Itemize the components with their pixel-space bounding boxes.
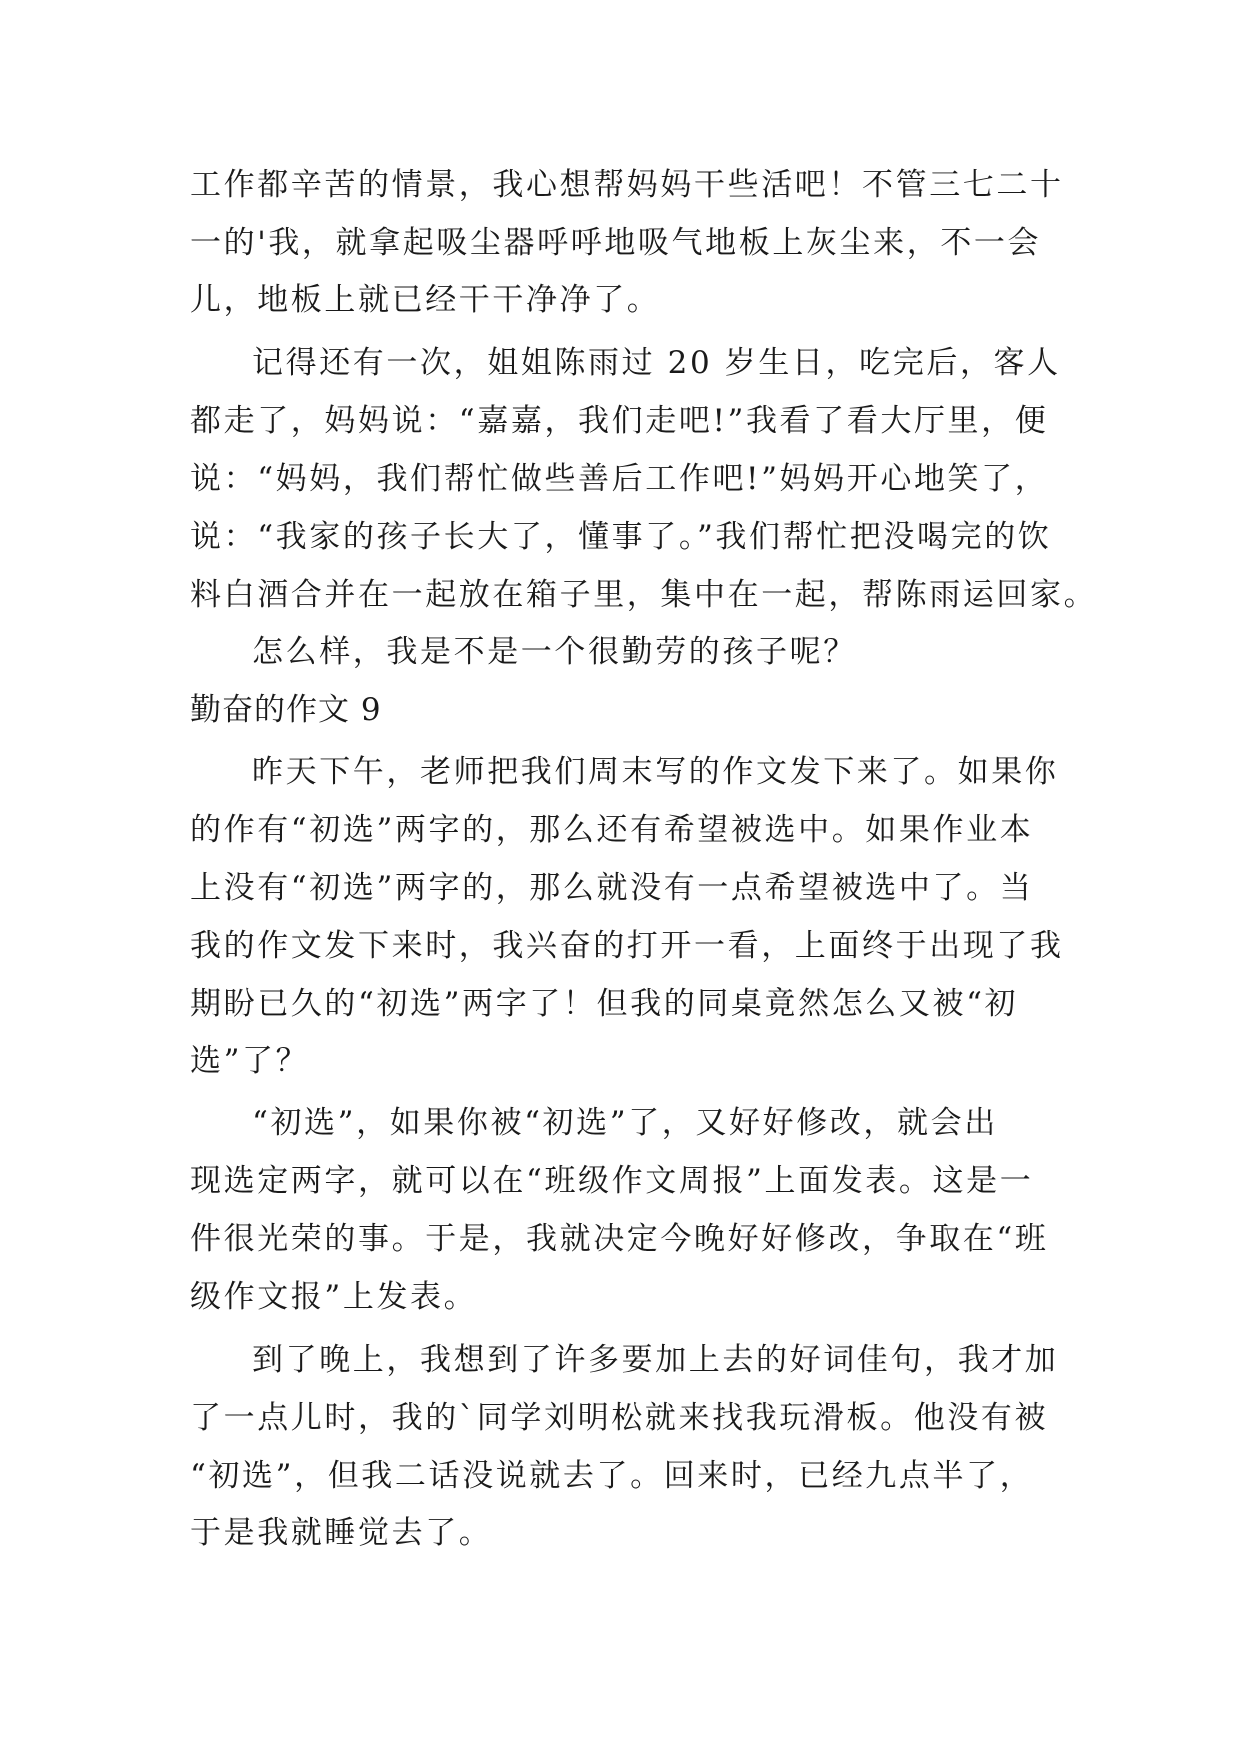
paragraph-line: 工作都辛苦的情景，我心想帮妈妈干些活吧！不管三七二十 [190, 167, 1064, 203]
paragraph-line: 的作有“初选”两字的，那么还有希望被选中。如果作业本 [190, 812, 1034, 848]
paragraph-line: 现选定两字，就可以在“班级作文周报”上面发表。这是一 [190, 1163, 1034, 1199]
paragraph-line: 儿，地板上就已经干干净净了。 [190, 282, 661, 318]
paragraph-line: 料白酒合并在一起放在箱子里，集中在一起，帮陈雨运回家。 [190, 577, 1098, 613]
paragraph-line: 到了晚上，我想到了许多要加上去的好词佳句，我才加 [252, 1342, 1059, 1378]
paragraph-line: 说：“妈妈，我们帮忙做些善后工作吧!”妈妈开心地笑了， [190, 461, 1049, 497]
paragraph-line: “初选”，但我二话没说就去了。回来时，已经九点半了， [190, 1458, 1034, 1494]
paragraph-line: “初选”，如果你被“初选”了，又好好修改，就会出 [252, 1105, 998, 1141]
paragraph-line: 期盼已久的“初选”两字了！但我的同桌竟然怎么又被“初 [190, 986, 1019, 1022]
paragraph-line: 于是我就睡觉去了。 [190, 1515, 493, 1551]
paragraph-line: 一的'我，就拿起吸尘器呼呼地吸气地板上灰尘来，不一会 [190, 225, 1042, 261]
paragraph-line: 怎么样，我是不是一个很勤劳的孩子呢？ [252, 634, 857, 670]
paragraph-line: 都走了，妈妈说：“嘉嘉，我们走吧!”我看了看大厅里，便 [190, 403, 1049, 439]
paragraph-line: 上没有“初选”两字的，那么就没有一点希望被选中了。当 [190, 870, 1034, 906]
paragraph-line: 件很光荣的事。于是，我就决定今晚好好修改，争取在“班 [190, 1221, 1049, 1257]
paragraph-line: 说：“我家的孩子长大了，懂事了。”我们帮忙把没喝完的饮 [190, 519, 1052, 555]
section-heading: 勤奋的作文 9 [190, 692, 382, 728]
paragraph-line: 选”了？ [190, 1043, 310, 1079]
paragraph-line: 级作文报”上发表。 [190, 1279, 478, 1315]
paragraph-line: 了一点儿时，我的`同学刘明松就来找我玩滑板。他没有被 [190, 1400, 1049, 1436]
paragraph-line: 记得还有一次，姐姐陈雨过 20 岁生日，吃完后，客人 [252, 345, 1061, 381]
paragraph-line: 昨天下午，老师把我们周末写的作文发下来了。如果你 [252, 754, 1059, 790]
paragraph-line: 我的作文发下来时，我兴奋的打开一看，上面终于出现了我 [190, 928, 1064, 964]
